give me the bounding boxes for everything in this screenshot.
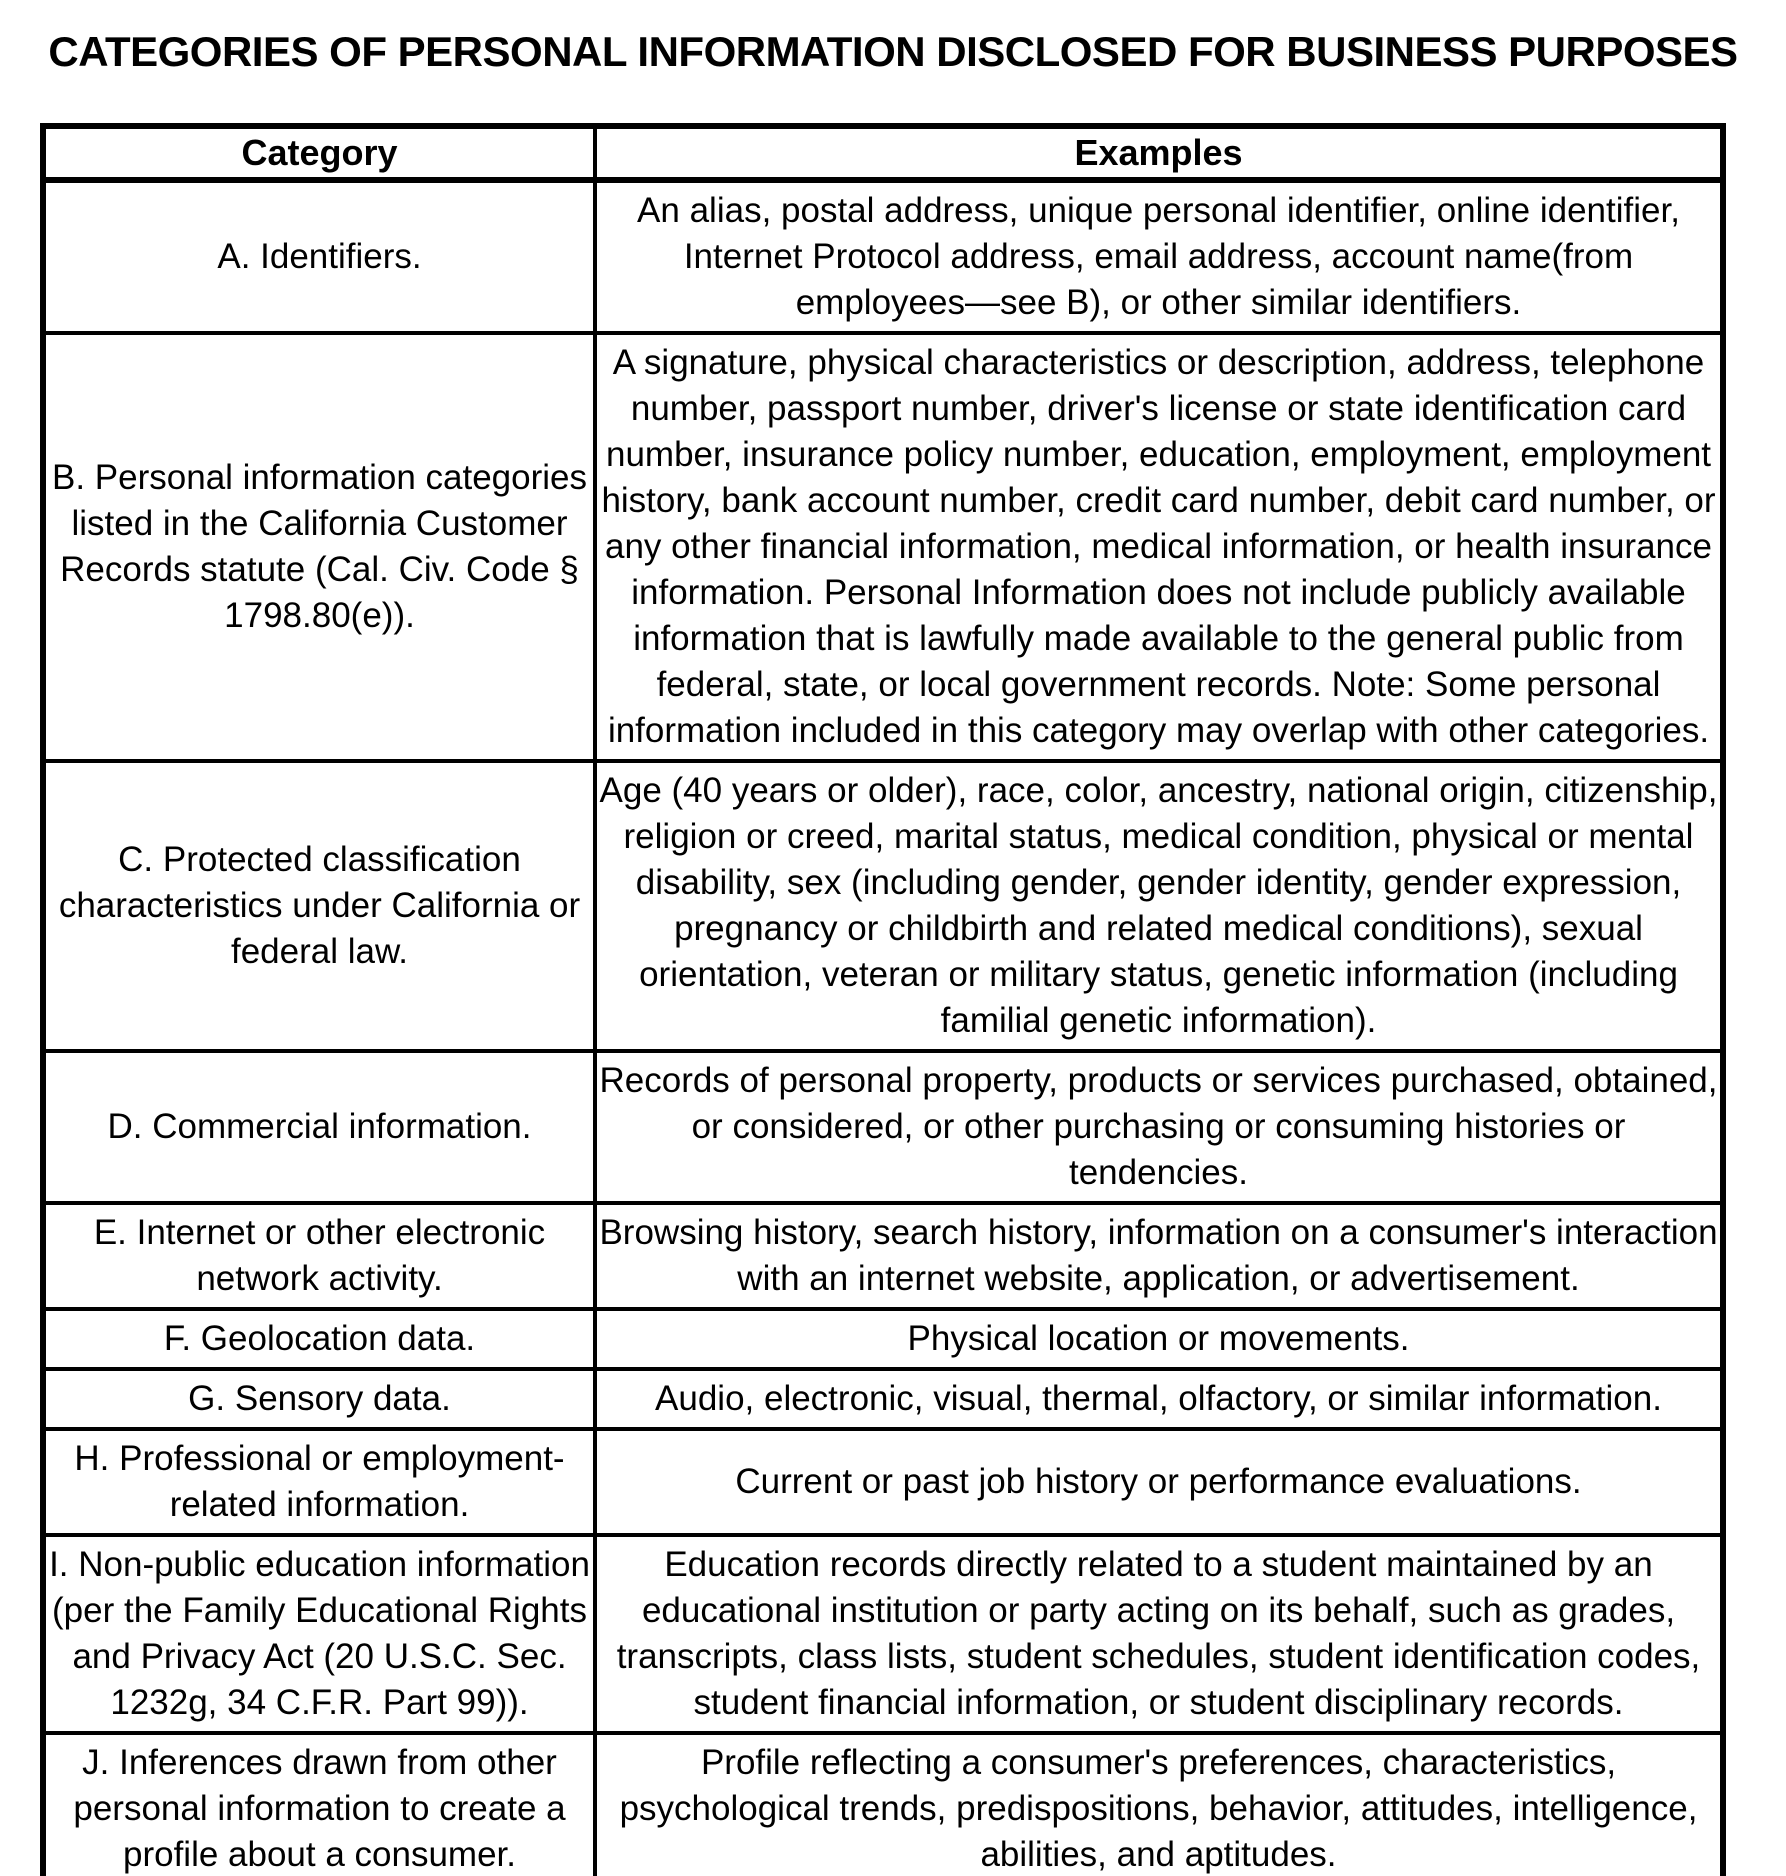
examples-cell: An alias, postal address, unique personal identifier, online identifier, Internet Protocol address, email address, account name(from employees—see B), or other similar identifiers.: [595, 180, 1723, 333]
examples-cell: Education records directly related to a student maintained by an educational institution or party acting on its behalf, such as grades, transcripts, class lists, student schedules, student identification codes, student financial information, or student disciplinary records.: [595, 1535, 1723, 1733]
category-cell: B. Personal information categories listed in the California Customer Records statute (Cal. Civ. Code § 1798.80(e)).: [43, 333, 595, 761]
examples-cell: A signature, physical characteristics or description, address, telephone number, passport number, driver's license or state identification card number, insurance policy number, education, employment, employment history, bank account number, credit card number, debit card number, or any other financial information, medical information, or health insurance information. Personal Information does not include publicly available information that is lawfully made available to the general public from federal, state, or local government records. Note: Some personal information included in this category may overlap with other categories.: [595, 333, 1723, 761]
table-row-f: [43, 1309, 1723, 1369]
category-cell: E. Internet or other electronic network activity.: [43, 1203, 595, 1309]
table-row-g: [43, 1369, 1723, 1429]
category-cell: I. Non-public education information (per the Family Educational Rights and Privacy Act (20 U.S.C. Sec. 1232g, 34 C.F.R. Part 99)).: [43, 1535, 595, 1733]
table-row-b: [43, 333, 1723, 761]
table-row-h: [43, 1429, 1723, 1535]
examples-cell: Age (40 years or older), race, color, ancestry, national origin, citizenship, religion or creed, marital status, medical condition, physical or mental disability, sex (including gender, gender identity, gender expression, pregnancy or childbirth and related medical conditions), sexual orientation, veteran or military status, genetic information (including familial genetic information).: [595, 761, 1723, 1051]
category-cell: D. Commercial information.: [43, 1051, 595, 1203]
category-cell: A. Identifiers.: [43, 180, 595, 333]
category-cell: F. Geolocation data.: [43, 1309, 595, 1369]
category-column-header: Category: [43, 126, 595, 180]
categories-table: [40, 123, 1726, 1876]
table-row-i: [43, 1535, 1723, 1733]
category-cell: J. Inferences drawn from other personal information to create a profile about a consumer.: [43, 1733, 595, 1876]
header-row: [43, 126, 1723, 180]
table-row-a: [43, 180, 1723, 333]
table-row-d: [43, 1051, 1723, 1203]
document-title: CATEGORIES OF PERSONAL INFORMATION DISCLOSED FOR BUSINESS PURPOSES: [48, 28, 1738, 75]
table-row-e: [43, 1203, 1723, 1309]
examples-cell: Records of personal property, products or services purchased, obtained, or considered, or other purchasing or consuming histories or tendencies.: [595, 1051, 1723, 1203]
examples-cell: Current or past job history or performance evaluations.: [595, 1429, 1723, 1535]
examples-cell: Browsing history, search history, information on a consumer's interaction with an internet website, application, or advertisement.: [595, 1203, 1723, 1309]
category-cell: H. Professional or employment-related information.: [43, 1429, 595, 1535]
category-cell: C. Protected classification characteristics under California or federal law.: [43, 761, 595, 1051]
table-row-c: [43, 761, 1723, 1051]
table-row-j: [43, 1733, 1723, 1876]
examples-cell: Audio, electronic, visual, thermal, olfactory, or similar information.: [595, 1369, 1723, 1429]
examples-cell: Physical location or movements.: [595, 1309, 1723, 1369]
examples-cell: Profile reflecting a consumer's preferences, characteristics, psychological trends, predispositions, behavior, attitudes, intelligence, abilities, and aptitudes.: [595, 1733, 1723, 1876]
category-cell: G. Sensory data.: [43, 1369, 595, 1429]
examples-column-header: Examples: [595, 126, 1723, 180]
